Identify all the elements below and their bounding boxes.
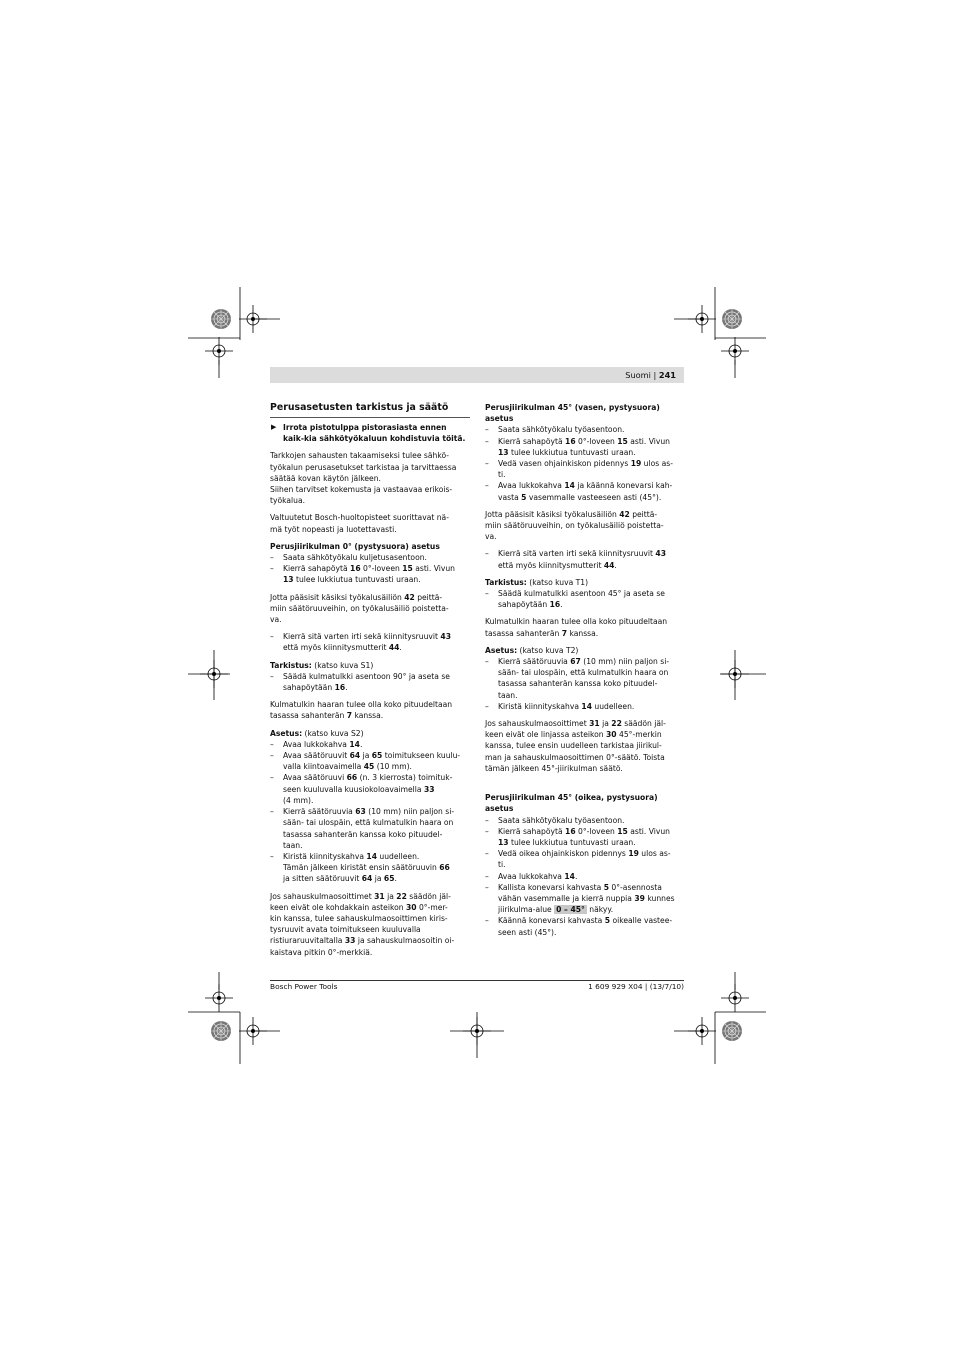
text: ja sahauskulmaosoitin oi- xyxy=(355,936,455,946)
list-text: asti. Vivun xyxy=(627,826,670,836)
list-text: . xyxy=(345,683,348,693)
text: keen eivät ole kohdakkain asteikon xyxy=(270,902,406,912)
header-section: Suomi xyxy=(625,370,651,380)
text: kanssa. xyxy=(567,628,599,638)
text: Jos sahauskulmaosoittimet xyxy=(485,719,590,729)
text: tysruuvit avata toimitukseen kuuluvalla xyxy=(270,925,421,935)
list-text: taan. xyxy=(498,690,518,700)
ref-number: 43 xyxy=(655,549,666,559)
ref-number: 65 xyxy=(383,874,395,884)
list-item: – Avaa lukkokahva 14 ja käännä konevarsi kah- vasta 5 vasemmalle vasteeseen asti (45°). xyxy=(485,481,673,502)
footer-doc-number: 1 609 929 X04 | (13/7/10) xyxy=(588,982,684,991)
text: tasassa sahanterän xyxy=(270,711,347,721)
list-text: ja xyxy=(372,874,384,884)
ref-number: 5 xyxy=(604,916,611,926)
list-text: ja käännä konevarsi kah- xyxy=(574,481,673,491)
text: ristiuraruuvitaltalla xyxy=(270,936,345,946)
setting-heading xyxy=(485,645,685,656)
subsection-title xyxy=(485,792,685,814)
ref-number: 14 xyxy=(366,851,377,861)
list-text: . xyxy=(394,874,397,884)
ref-number: 64 xyxy=(361,874,373,884)
list-text: tasassa sahanterän kanssa koko pituudel- xyxy=(498,679,658,689)
label: Tarkistus: xyxy=(485,577,527,587)
list-text: (n. 3 kierrosta) toimituk- xyxy=(357,773,453,783)
ref-number: 42 xyxy=(404,592,415,602)
figure-ref: (katso kuva S1) xyxy=(311,660,374,670)
text: 0°-mer- xyxy=(416,902,448,912)
label: Asetus: xyxy=(270,728,303,738)
list-text: Kierrä säätöruuvia xyxy=(498,657,571,667)
ref-number: 16 xyxy=(565,436,576,446)
text: 45°-merkin xyxy=(616,730,662,740)
ref-number: 14 xyxy=(564,481,575,491)
text: säädön jäl- xyxy=(406,891,451,901)
list-text: Kiristä kiinnityskahva xyxy=(283,851,367,861)
paragraph xyxy=(270,592,470,626)
ref-number: 66 xyxy=(346,773,358,783)
text: säädön jäl- xyxy=(621,719,666,729)
page-number: 241 xyxy=(658,370,676,380)
text-line: säätää kovan käytön jälkeen. xyxy=(270,473,381,483)
list-text: vasemmalle vasteeseen asti (45°). xyxy=(526,492,662,502)
list-text: Kallista konevarsi kahvasta xyxy=(498,882,604,892)
ref-number: 33 xyxy=(344,936,356,946)
list-text: Saata sähkötyökalu työasentoon. xyxy=(498,815,625,825)
list-text: seen kuuluvalla kuusiokoloavaimella xyxy=(283,784,424,794)
list-text: Saata sähkötyökalu kuljetusasentoon. xyxy=(283,553,427,563)
ref-number: 44 xyxy=(388,643,400,653)
list-item: – Vedä vasen ohjainkiskon pidennys 19 ulos as- ti. xyxy=(485,459,673,480)
list-text: ulos as- xyxy=(638,849,671,859)
list-text: Vedä oikea ohjainkiskon pidennys xyxy=(498,849,629,859)
list-item: – Kierrä sahapöytä 16 0°-loveen 15 asti. Vivun 13 tulee lukkiutua tuntuvasti uraan. xyxy=(270,564,455,585)
text: Jotta pääsisit käsiksi työkalusäiliön xyxy=(485,509,620,519)
ref-number: 31 xyxy=(374,891,385,901)
header-text xyxy=(625,369,676,381)
ref-number: 14 xyxy=(581,701,592,711)
ref-number: 39 xyxy=(634,893,645,903)
list-text: (10 mm) niin paljon si- xyxy=(580,657,670,667)
list-text: Säädä kulmatulkki asentoon 45° ja aseta se xyxy=(498,589,665,599)
ref-number: 65 xyxy=(371,751,383,761)
ref-number: 45 xyxy=(363,762,375,772)
text: Perusjiirikulman 45° (vasen, pystysuora) xyxy=(485,403,660,412)
ref-number: 31 xyxy=(589,719,600,729)
list-text: tasassa sahanterän kanssa koko pituudel- xyxy=(283,829,443,839)
figure-ref: (katso kuva T2) xyxy=(517,645,579,655)
list-text: Kierrä sitä varten irti sekä kiinnitysruuvit xyxy=(498,549,656,559)
list-text: Kierrä sahapöytä xyxy=(283,564,351,574)
text: peittä- xyxy=(414,592,443,602)
list-text: Kierrä sahapöytä xyxy=(498,826,566,836)
ref-number: 44 xyxy=(603,560,615,570)
text: miin säätöruuveihin, on työkalusäiliö poistetta- xyxy=(485,521,664,531)
text: kaistava pitkin 0°-merkkiä. xyxy=(270,947,373,957)
list-text: 0°-loveen xyxy=(575,826,618,836)
ref-number: 15 xyxy=(617,436,628,446)
text: Kulmatulkin haaran tulee olla koko pituudeltaan xyxy=(485,617,668,627)
warning-note xyxy=(270,422,470,444)
text-line: Tarkkojen sahausten takaamiseksi tulee sähkö- xyxy=(270,451,450,461)
subsection-title xyxy=(485,402,685,424)
ref-number: 16 xyxy=(334,683,346,693)
section-title: Perusasetusten tarkistus ja säätö xyxy=(270,402,470,418)
text: man ja sahauskulmaosoittimen 0°-säätö. Toista xyxy=(485,752,665,762)
list-text: Vedä vasen ohjainkiskon pidennys xyxy=(498,459,631,469)
list-text: kunnes xyxy=(644,893,675,903)
list-text: jiirikulma-alue xyxy=(498,905,555,915)
text-line: työkalun perusasetukset tarkistaa ja tarvittaessa xyxy=(270,462,457,472)
list-item: – Kallista konevarsi kahvasta 5 0°-asennosta vähän vasemmalle ja kierrä nuppia 39 kunnes jiirikulma-alue 0 – 45° näkyy. xyxy=(485,882,675,915)
list-item: – Avaa säätöruuvit 64 ja 65 toimitukseen kuulu- valla kiintoavaimella 45 (10 mm). xyxy=(270,751,461,772)
list-item: – Kierrä sahapöytä 16 0°-loveen 15 asti. Vivun 13 tulee lukkiutua tuntuvasti uraan. xyxy=(485,826,670,847)
list-text: sahapöytään xyxy=(283,683,335,693)
ref-number: 14 xyxy=(564,871,575,881)
ref-number: 13 xyxy=(498,447,509,457)
list-item: – Avaa lukkokahva 14. xyxy=(485,871,578,881)
text: ja xyxy=(599,719,612,729)
ref-number: 42 xyxy=(619,509,630,519)
ref-number: 66 xyxy=(439,863,450,873)
list-text: tulee lukkiutua tuntuvasti uraan. xyxy=(293,575,421,585)
list-text: . xyxy=(359,739,363,749)
warning-text: Irrota pistotulppa pistorasiasta ennen kaik-kia sähkötyökaluun kohdistuvia töitä. xyxy=(283,423,466,444)
ref-number: 7 xyxy=(561,628,568,638)
figure-ref: (katso kuva S2) xyxy=(302,728,364,738)
list-item: – Avaa lukkokahva 14. xyxy=(270,739,363,749)
text: keen eivät ole linjassa asteikon xyxy=(485,730,607,740)
list-text: Säädä kulmatulkki asentoon 90° ja aseta se xyxy=(283,671,450,681)
text: Kulmatulkin haaran tulee olla koko pituudeltaan xyxy=(270,700,453,710)
list-text: ja xyxy=(360,751,372,761)
list-text: että myös kiinnitysmutterit xyxy=(498,560,604,570)
text: kanssa. xyxy=(352,711,384,721)
text: tämän jälkeen 45°-jiirikulman säätö. xyxy=(485,763,623,773)
ref-number: 16 xyxy=(549,600,561,610)
list-item: – Kierrä sitä varten irti sekä kiinnitysruuvit 43 että myös kiinnitysmutterit 44. xyxy=(485,549,666,570)
list-text: 0°-loveen xyxy=(575,436,618,446)
paragraph xyxy=(485,509,685,543)
ref-number: 16 xyxy=(565,826,576,836)
text: kin kanssa, tulee sahauskulmaosoittimen kiris- xyxy=(270,913,448,923)
text: asetus xyxy=(485,414,514,424)
list-text: Kiristä kiinnityskahva xyxy=(498,701,582,711)
list-text: . xyxy=(560,600,563,610)
text: va. xyxy=(485,532,497,542)
list-item: – Kierrä säätöruuvia 67 (10 mm) niin paljon si- sään- tai ulospäin, että kulmatulkin haara on tasassa sahanterän kanssa koko pituudel- taan. xyxy=(485,657,670,700)
ref-number: 30 xyxy=(405,902,417,912)
check-heading xyxy=(270,660,470,671)
list-text: valla kiintoavaimella xyxy=(283,762,364,772)
figure-ref: (katso kuva T1) xyxy=(526,577,589,587)
text: asetus xyxy=(485,804,514,814)
list-text: toimitukseen kuulu- xyxy=(382,751,461,761)
ref-number: 19 xyxy=(630,459,642,469)
text: Jotta pääsisit käsiksi työkalusäiliön xyxy=(270,592,405,602)
list-text: Avaa lukkokahva xyxy=(498,871,565,881)
text: va. xyxy=(270,615,282,625)
list-text: Avaa lukkokahva xyxy=(498,481,565,491)
list-item: – Käännä konevarsi kahvasta 5 oikealle vastee- seen asti (45°). xyxy=(485,916,673,937)
header-separator: | xyxy=(653,370,657,380)
text-line: työkalua. xyxy=(270,496,306,506)
list-text: Tämän jälkeen kiristät ensin säätöruuvin xyxy=(283,863,440,873)
ref-number: 13 xyxy=(283,575,294,585)
list-text: 0°-asennosta xyxy=(609,882,662,892)
list-item: – Avaa säätöruuvi 66 (n. 3 kierrosta) toimituk- seen kuuluvalla kuusiokoloavaimella 33 (4 mm). xyxy=(270,773,453,805)
page-header xyxy=(270,367,684,383)
ref-number: 63 xyxy=(355,807,366,817)
ref-number: 16 xyxy=(350,564,361,574)
list-text: Avaa säätöruuvit xyxy=(283,751,350,761)
footer-rule xyxy=(270,980,684,981)
paragraph xyxy=(485,718,685,774)
ref-number: 43 xyxy=(440,632,451,642)
list-text: Käännä konevarsi kahvasta xyxy=(498,916,605,926)
subsection-title: Perusjiirikulman 0° (pystysuora) asetus xyxy=(270,541,440,551)
list-text: . xyxy=(614,560,617,570)
ref-number: 22 xyxy=(396,891,407,901)
text: kanssa, tulee ensin uudelleen tarkistaa jiirikul- xyxy=(485,741,662,751)
list-text: ti. xyxy=(498,860,506,870)
list-text: . xyxy=(399,643,402,653)
text-line: mä työt nopeasti ja luotettavasti. xyxy=(270,524,397,534)
ref-number: 5 xyxy=(521,492,527,502)
setting-heading xyxy=(270,728,470,739)
ref-number: 67 xyxy=(570,657,581,667)
list-text: vasta xyxy=(498,492,522,502)
range-highlight: 0 – 45° xyxy=(556,905,585,915)
list-text: oikealle vastee- xyxy=(610,916,673,926)
text: miin säätöruuveihin, on työkalusäiliö poistetta- xyxy=(270,603,449,613)
ref-number: 33 xyxy=(423,784,435,794)
ref-number: 15 xyxy=(402,564,413,574)
list-item: – Kiristä kiinnityskahva 14 uudelleen. Tämän jälkeen kiristät ensin säätöruuvin 66 ja sitten säätöruuvit 64 ja 65. xyxy=(270,851,450,884)
label: Asetus: xyxy=(485,645,518,655)
footer-brand: Bosch Power Tools xyxy=(270,982,338,991)
ref-number: 19 xyxy=(628,849,639,859)
paragraph xyxy=(270,891,470,958)
list-text: vähän vasemmalle ja kierrä nuppia xyxy=(498,893,635,903)
ref-number: 13 xyxy=(498,837,509,847)
list-item: – Saata sähkötyökalu työasentoon. xyxy=(485,425,625,435)
list-item: – Kierrä sitä varten irti sekä kiinnitysruuvit 43 että myös kiinnitysmutterit 44. xyxy=(270,632,451,653)
text: ja xyxy=(384,891,397,901)
intro-paragraph xyxy=(270,450,470,506)
text-line: Valtuutetut Bosch-huoltopisteet suorittavat nä- xyxy=(270,513,449,523)
list-text: sahapöytään xyxy=(498,600,550,610)
list-text: että myös kiinnitysmutterit xyxy=(283,643,389,653)
list-text: (10 mm). xyxy=(374,762,412,772)
text: peittä- xyxy=(629,509,658,519)
list-text: sään- tai ulospäin, että kulmatulkin haara on xyxy=(498,668,669,678)
list-text: asti. Vivun xyxy=(627,436,670,446)
text: Jos sahauskulmaosoittimet xyxy=(270,891,375,901)
list-item: – Saata sähkötyökalu kuljetusasentoon. xyxy=(270,553,427,563)
ref-number: 14 xyxy=(349,739,360,749)
left-column xyxy=(270,402,470,958)
list-text: (4 mm). xyxy=(283,795,314,805)
list-text: näkyy. xyxy=(586,905,614,915)
list-text: asti. Vivun xyxy=(412,564,455,574)
list-text: seen asti (45°). xyxy=(498,927,557,937)
list-item: – Kierrä sahapöytä 16 0°-loveen 15 asti. Vivun 13 tulee lukkiutua tuntuvasti uraan. xyxy=(485,436,670,457)
list-item: – Säädä kulmatulkki asentoon 90° ja aseta se sahapöytään 16. xyxy=(270,671,450,693)
list-text: Saata sähkötyökalu työasentoon. xyxy=(498,425,625,435)
list-item: – Säädä kulmatulkki asentoon 45° ja aseta se sahapöytään 16. xyxy=(485,589,665,610)
list-text: Avaa säätöruuvi xyxy=(283,773,347,783)
ref-number: 5 xyxy=(603,882,610,892)
text: tasassa sahanterän xyxy=(485,628,562,638)
list-item: – Kiristä kiinnityskahva 14 uudelleen. xyxy=(485,701,635,711)
ref-number: 7 xyxy=(346,711,353,721)
ref-number: 30 xyxy=(606,730,617,740)
text-line: Siihen tarvitset kokemusta ja vastaavaa erikois- xyxy=(270,485,453,495)
label: Tarkistus: xyxy=(270,660,312,670)
list-item: – Saata sähkötyökalu työasentoon. xyxy=(485,815,625,825)
text: Perusjiirikulman 45° (oikea, pystysuora) xyxy=(485,793,658,803)
ref-number: 22 xyxy=(611,719,622,729)
list-item: – Kierrä säätöruuvia 63 (10 mm) niin paljon si- sään- tai ulospäin, että kulmatulkin haara on tasassa sahanterän kanssa koko pituudel- taan. xyxy=(270,807,455,850)
list-text: taan. xyxy=(283,840,303,850)
ref-number: 64 xyxy=(349,751,361,761)
list-text: tulee lukkiutua tuntuvasti uraan. xyxy=(508,837,636,847)
list-text: tulee lukkiutua tuntuvasti uraan. xyxy=(508,447,636,457)
right-column xyxy=(485,402,685,938)
arrow-bullet-icon: ▶ xyxy=(271,423,277,431)
list-text: Avaa lukkokahva xyxy=(283,739,350,749)
paragraph xyxy=(270,699,470,721)
list-text: 0°-loveen xyxy=(360,564,403,574)
list-text: (10 mm) niin paljon si- xyxy=(365,807,455,817)
ref-number: 15 xyxy=(617,826,628,836)
check-heading xyxy=(485,577,685,588)
list-item: – Vedä oikea ohjainkiskon pidennys 19 ulos as- ti. xyxy=(485,849,671,870)
service-paragraph xyxy=(270,512,470,534)
list-text: uudelleen. xyxy=(591,701,635,711)
list-text: Kierrä säätöruuvia xyxy=(283,807,356,817)
list-text: ti. xyxy=(498,470,506,480)
list-text: . xyxy=(574,871,578,881)
list-text: Kierrä sitä varten irti sekä kiinnitysruuvit xyxy=(283,632,441,642)
list-text: ulos as- xyxy=(641,459,673,469)
list-text: uudelleen. xyxy=(376,851,420,861)
list-text: Kierrä sahapöytä xyxy=(498,436,566,446)
paragraph xyxy=(485,616,685,638)
list-text: sään- tai ulospäin, että kulmatulkin haara on xyxy=(283,818,454,828)
list-text: ja sitten säätöruuvit xyxy=(283,874,362,884)
